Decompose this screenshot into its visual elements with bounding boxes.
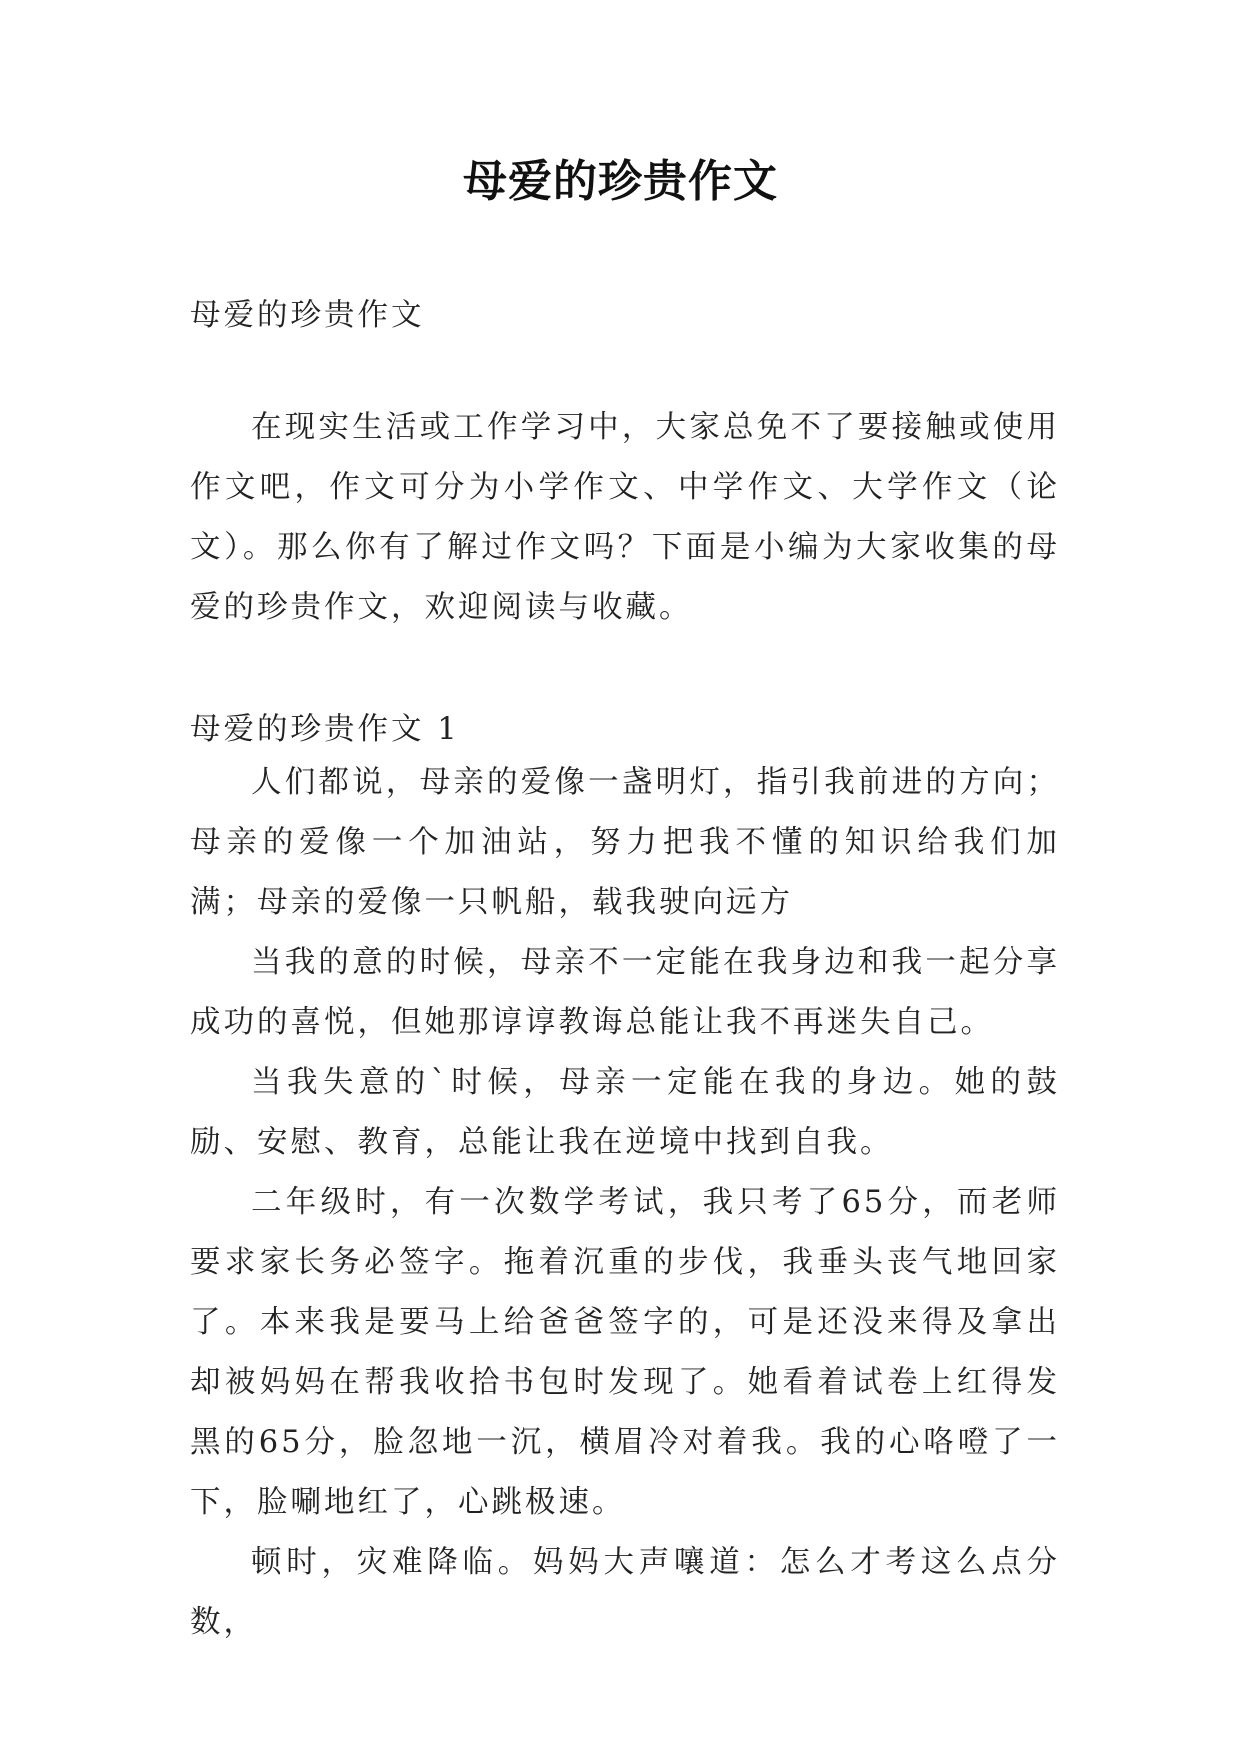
essay-paragraph-4: 二年级时，有一次数学考试，我只考了65分，而老师要求家长务必签字。拖着沉重的步伐，我垂头丧气地回家了。本来我是要马上给爸爸签字的，可是还没来得及拿出却被妈妈在帮我收拾书包时发现了。她看着试卷上红得发黑的65分，脸忽地一沉，横眉冷对着我。我的心咯噔了一下，脸唰地红了，心跳极速。 [190, 1185, 1060, 1520]
essay-paragraph-2: 当我的意的时候，母亲不一定能在我身边和我一起分享成功的喜悦，但她那谆谆教诲总能让我不再迷失自己。 [190, 945, 1060, 1040]
document-subtitle: 母爱的珍贵作文 [190, 298, 425, 333]
essay-paragraph-5: 顿时，灾难降临。妈妈大声嚷道：怎么才考这么点分数， [190, 1545, 1060, 1640]
essay-paragraph-3: 当我失意的`时候，母亲一定能在我的身边。她的鼓励、安慰、教育，总能让我在逆境中找到自我。 [190, 1065, 1060, 1160]
document-title: 母爱的珍贵作文 [463, 156, 778, 207]
intro-paragraph: 在现实生活或工作学习中，大家总免不了要接触或使用作文吧，作文可分为小学作文、中学作文、大学作文（论文）。那么你有了解过作文吗？下面是小编为大家收集的母爱的珍贵作文，欢迎阅读与收藏。 [190, 410, 1060, 625]
intro-block [190, 398, 1060, 638]
section-title: 母爱的珍贵作文 1 [190, 712, 460, 747]
essay-body [190, 753, 1060, 1653]
essay-paragraph-1: 人们都说，母亲的爱像一盏明灯，指引我前进的方向；母亲的爱像一个加油站，努力把我不懂的知识给我们加满；母亲的爱像一只帆船，载我驶向远方 [190, 765, 1060, 920]
